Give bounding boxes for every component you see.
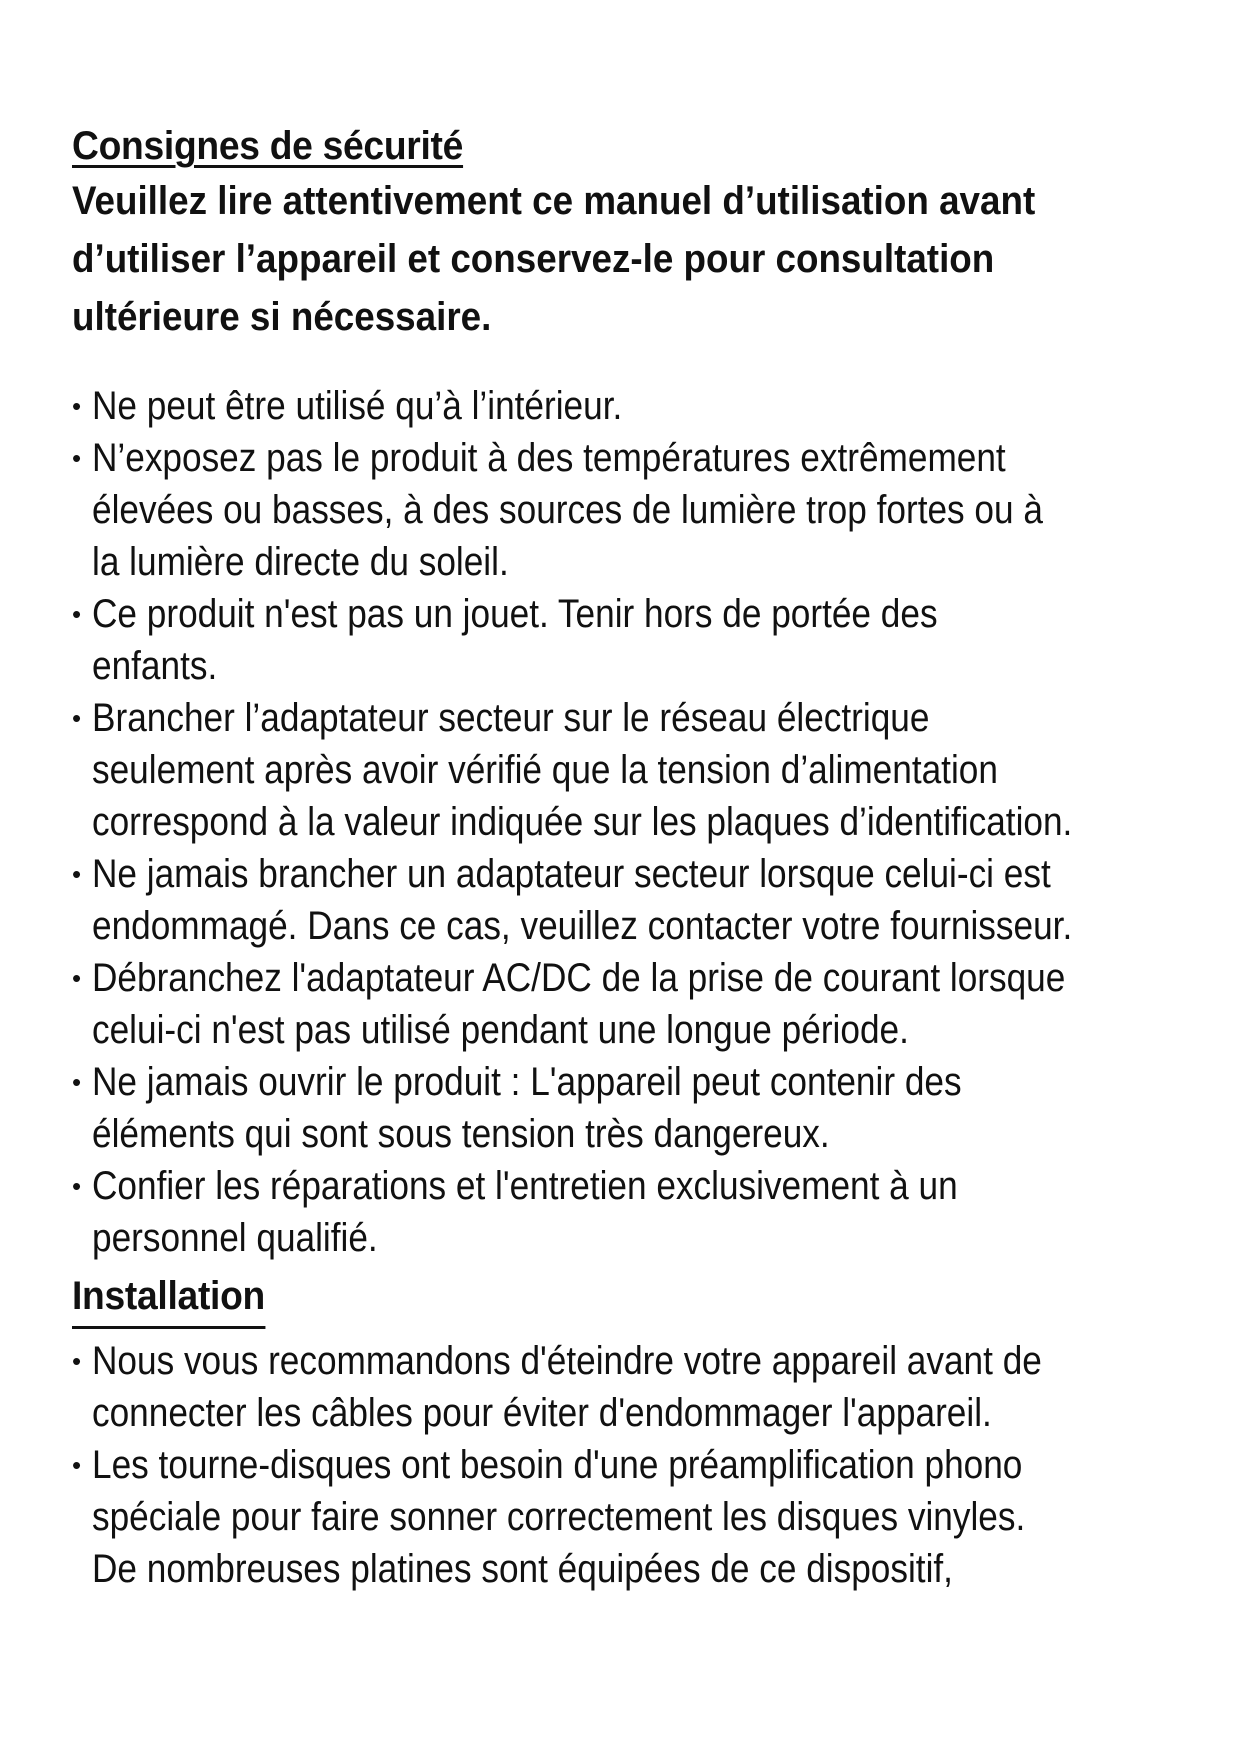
bullet-dot: • bbox=[72, 443, 82, 473]
intro-line: ultérieure si nécessaire. bbox=[72, 295, 492, 339]
list-item bbox=[72, 692, 1172, 848]
bullet-dot: • bbox=[72, 1171, 82, 1201]
bullet-dot: • bbox=[72, 1346, 82, 1376]
document-page bbox=[72, 120, 1172, 1595]
list-item bbox=[72, 952, 1172, 1056]
intro-paragraph bbox=[72, 172, 1084, 346]
list-item-line: seulement après avoir vérifié que la tension d’alimentation bbox=[92, 748, 998, 792]
intro-line: d’utiliser l’appareil et conservez-le pour consultation bbox=[72, 237, 995, 281]
list-item-line: De nombreuses platines sont équipées de ce dispositif, bbox=[92, 1547, 953, 1591]
installation-title: Installation bbox=[72, 1274, 265, 1329]
list-item-line: Ce produit n'est pas un jouet. Tenir hors de portée des bbox=[92, 592, 938, 636]
list-item-line: Brancher l’adaptateur secteur sur le réseau électrique bbox=[92, 696, 930, 740]
list-item-line: spéciale pour faire sonner correctement les disques vinyles. bbox=[92, 1495, 1026, 1539]
bullet-dot: • bbox=[72, 963, 82, 993]
bullet-dot: • bbox=[72, 1450, 82, 1480]
bullet-dot: • bbox=[72, 859, 82, 889]
list-item-line: Les tourne-disques ont besoin d'une préamplification phono bbox=[92, 1443, 1023, 1487]
list-item-line: Débranchez l'adaptateur AC/DC de la prise de courant lorsque bbox=[92, 956, 1066, 1000]
list-item bbox=[72, 380, 1172, 432]
bullet-dot: • bbox=[72, 391, 82, 421]
installation-list bbox=[72, 1335, 1172, 1595]
list-item-line: éléments qui sont sous tension très dangereux. bbox=[92, 1112, 830, 1156]
bullet-dot: • bbox=[72, 599, 82, 629]
list-item bbox=[72, 588, 1172, 692]
list-item bbox=[72, 1056, 1172, 1160]
list-item-line: Nous vous recommandons d'éteindre votre appareil avant de bbox=[92, 1339, 1042, 1383]
list-item-line: Ne jamais brancher un adaptateur secteur lorsque celui-ci est bbox=[92, 852, 1051, 896]
list-item-line: personnel qualifié. bbox=[92, 1216, 378, 1260]
list-item-line: connecter les câbles pour éviter d'endommager l'appareil. bbox=[92, 1391, 992, 1435]
list-item-line: Ne jamais ouvrir le produit : L'appareil peut contenir des bbox=[92, 1060, 962, 1104]
list-item-line: Ne peut être utilisé qu’à l’intérieur. bbox=[92, 384, 623, 428]
safety-heading bbox=[72, 120, 1095, 172]
list-item-line: N’exposez pas le produit à des températures extrêmement bbox=[92, 436, 1006, 480]
list-item bbox=[72, 1160, 1172, 1264]
installation-heading bbox=[72, 1270, 1095, 1329]
safety-title: Consignes de sécurité bbox=[72, 124, 464, 168]
bullet-dot: • bbox=[72, 703, 82, 733]
bullet-dot: • bbox=[72, 1067, 82, 1097]
list-item bbox=[72, 1439, 1172, 1595]
intro-line: Veuillez lire attentivement ce manuel d’utilisation avant bbox=[72, 179, 1036, 223]
list-item bbox=[72, 1335, 1172, 1439]
list-item-line: Confier les réparations et l'entretien exclusivement à un bbox=[92, 1164, 958, 1208]
list-item-line: correspond à la valeur indiquée sur les plaques d’identification. bbox=[92, 800, 1073, 844]
list-item-line: celui-ci n'est pas utilisé pendant une longue période. bbox=[92, 1008, 909, 1052]
list-item-line: élevées ou basses, à des sources de lumière trop fortes ou à bbox=[92, 488, 1043, 532]
list-item-line: la lumière directe du soleil. bbox=[92, 540, 509, 584]
list-item bbox=[72, 848, 1172, 952]
list-item-line: enfants. bbox=[92, 644, 218, 688]
list-item-line: endommagé. Dans ce cas, veuillez contacter votre fournisseur. bbox=[92, 904, 1073, 948]
safety-list bbox=[72, 380, 1172, 1264]
list-item bbox=[72, 432, 1172, 588]
